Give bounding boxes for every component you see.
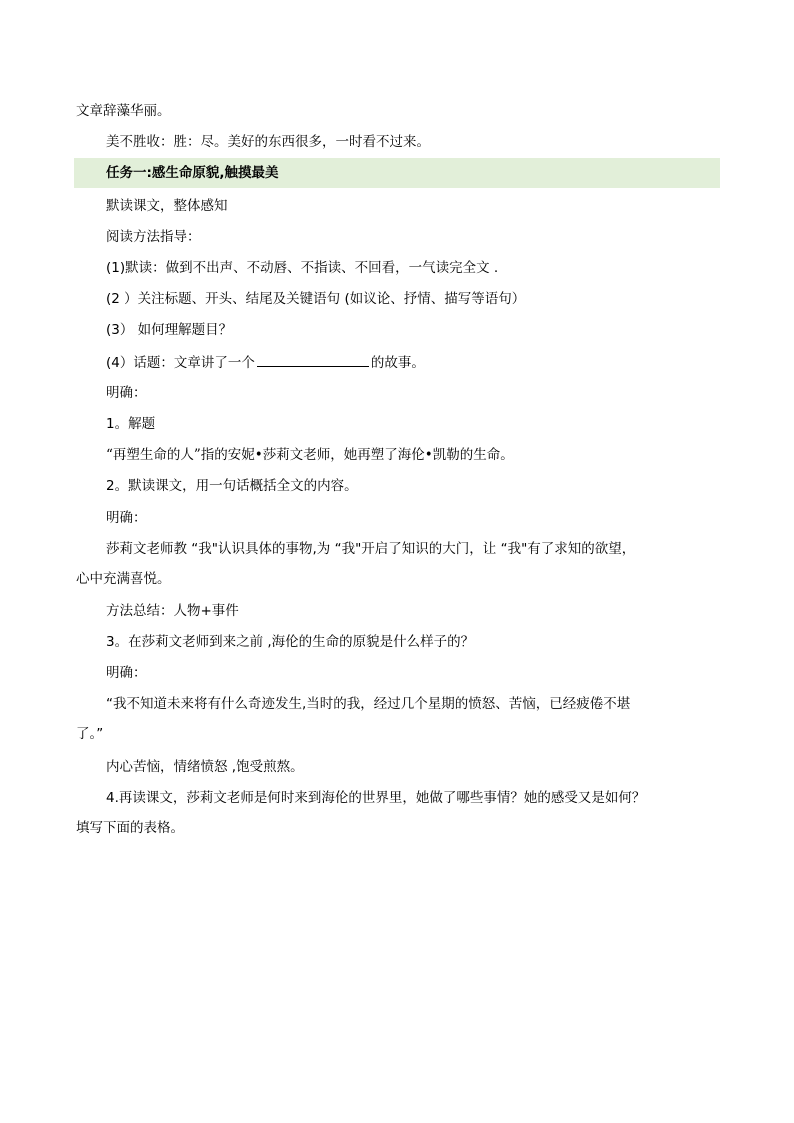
question-text-after: 的故事。 bbox=[370, 355, 425, 371]
paragraph-text: (2 ）关注标题、开头、结尾及关键语句 (如议论、抒情、描写等语句） bbox=[106, 291, 526, 307]
paragraph-text: 内心苦恼，情绪愤怒 ,饱受煎熬。 bbox=[106, 759, 304, 775]
paragraph-text: 默读课文，整体感知 bbox=[106, 198, 228, 214]
paragraph-text: 明确： bbox=[106, 385, 147, 401]
paragraph-text: 3。在莎莉文老师到来之前 ,海伦的生命的原貌是什么样子的？ bbox=[106, 634, 475, 650]
paragraph-text: 心中充满喜悦。 bbox=[76, 571, 171, 587]
section-title: 任务一:感生命原貌,触摸最美 bbox=[106, 165, 279, 181]
paragraph-text: 文章辞藻华丽。 bbox=[76, 103, 171, 119]
fill-in-question bbox=[106, 352, 425, 373]
paragraph-text: “再塑生命的人”指的安妮•莎莉文老师，她再塑了海伦•凯勒的生命。 bbox=[106, 447, 514, 463]
paragraph-text: (3） 如何理解题目？ bbox=[106, 322, 233, 338]
paragraph-text: (1)默读：做到不出声、不动唇、不指读、不回看，一气读完全文 . bbox=[106, 260, 499, 276]
paragraph-text: “我不知道未来将有什么奇迹发生,当时的我，经过几个星期的愤怒、苦恼，已经疲倦不堪 bbox=[106, 696, 631, 712]
paragraph-text: 4.再读课文，莎莉文老师是何时来到海伦的世界里，她做了哪些事情？她的感受又是如何？ bbox=[106, 790, 646, 806]
paragraph-text: 方法总结：人物+事件 bbox=[106, 603, 239, 619]
answer-blank[interactable] bbox=[257, 352, 369, 367]
paragraph-text: 1。解题 bbox=[106, 416, 156, 432]
paragraph-text: 了。” bbox=[76, 726, 104, 742]
paragraph-text: 2。默读课文，用一句话概括全文的内容。 bbox=[106, 478, 358, 494]
paragraph-text: 美不胜收：胜：尽。美好的东西很多，一时看不过来。 bbox=[106, 134, 430, 150]
paragraph-text: 填写下面的表格。 bbox=[76, 820, 184, 836]
paragraph-text: 明确： bbox=[106, 665, 147, 681]
question-text-before: (4）话题：文章讲了一个 bbox=[106, 355, 255, 371]
paragraph-text: 莎莉文老师教 “我"认识具体的事物,为 “我"开启了知识的大门，让 “我"有了求知的欲望， bbox=[106, 541, 636, 557]
paragraph-text: 阅读方法指导： bbox=[106, 229, 201, 245]
paragraph-text: 明确： bbox=[106, 510, 147, 526]
